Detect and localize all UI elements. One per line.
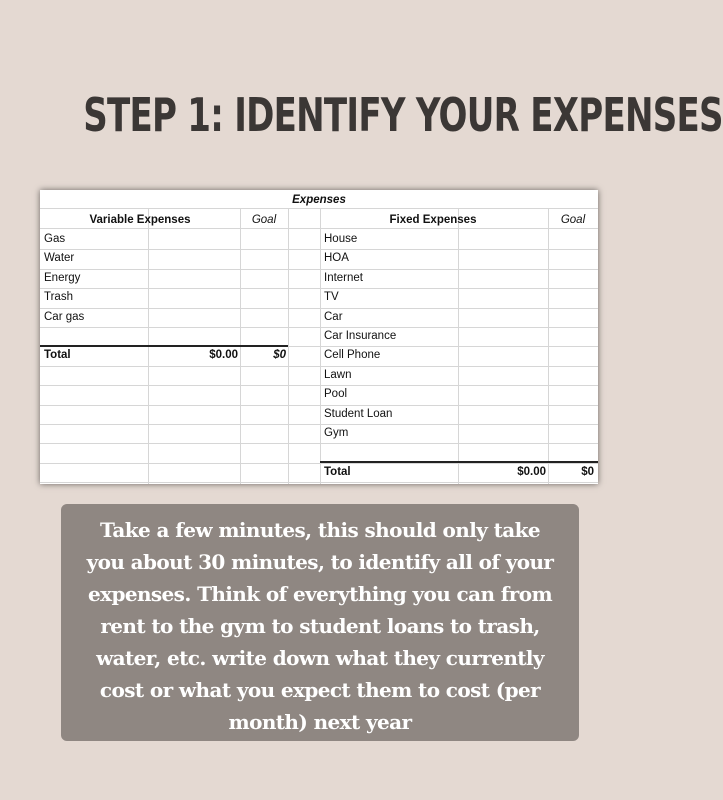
variable-goal-header: Goal [251,214,277,226]
page-heading: STEP 1: IDENTIFY YOUR EXPENSES [83,88,723,142]
fixed-expense-item: Pool [324,388,348,400]
fixed-expense-item: Internet [324,272,363,284]
grid-hline [40,269,598,270]
grid-hline [40,228,598,229]
fixed-expense-item: Gym [324,427,349,439]
variable-total-goal: $0 [273,349,286,361]
info-text: Take a few minutes, this should only take you about 30 minutes, to identify all of your expenses. Think of everything you can from rent to the gym to student loans to trash, water, etc. write down what they currently cost or what you expect them to cost (per month) next year [86,518,554,734]
grid-hline [40,385,598,386]
grid-hline [40,482,598,483]
variable-expense-item: Trash [44,291,73,303]
expenses-spreadsheet [40,190,598,484]
fixed-expense-item: Student Loan [324,408,393,420]
fixed-expense-item: Lawn [324,369,352,381]
variable-total-value: $0.00 [209,349,238,361]
sheet-title: Expenses [292,194,346,206]
grid-hline [40,249,598,250]
fixed-expense-item: HOA [324,252,349,264]
variable-expense-item: Energy [44,272,81,284]
grid-vline [548,208,549,484]
variable-expense-item: Water [44,252,75,264]
grid-hline [40,327,598,328]
fixed-total-goal: $0 [581,466,594,478]
fixed-expense-item: TV [324,291,339,303]
grid-vline [320,208,321,484]
grid-hline [40,443,598,444]
fixed-expense-item: Cell Phone [324,349,381,361]
fixed-total-label: Total [324,466,351,478]
info-box [61,504,579,741]
variable-expense-item: Car gas [44,311,85,323]
variable-expenses-header: Variable Expenses [89,214,191,226]
variable-expense-item: Gas [44,233,66,245]
grid-vline [458,208,459,484]
fixed-expense-item: Car [324,311,343,323]
grid-hline [40,405,598,406]
fixed-expense-item: House [324,233,358,245]
fixed-expense-item: Car Insurance [324,330,397,342]
grid-hline [40,288,598,289]
fixed-total-value: $0.00 [517,466,546,478]
fixed-goal-header: Goal [560,214,586,226]
variable-total-label: Total [44,349,71,361]
grid-hline [40,366,598,367]
grid-hline [40,424,598,425]
grid-hline [40,308,598,309]
grid-hline [40,208,598,209]
fixed-expenses-header: Fixed Expenses [389,214,477,226]
grid-vline [288,208,289,484]
